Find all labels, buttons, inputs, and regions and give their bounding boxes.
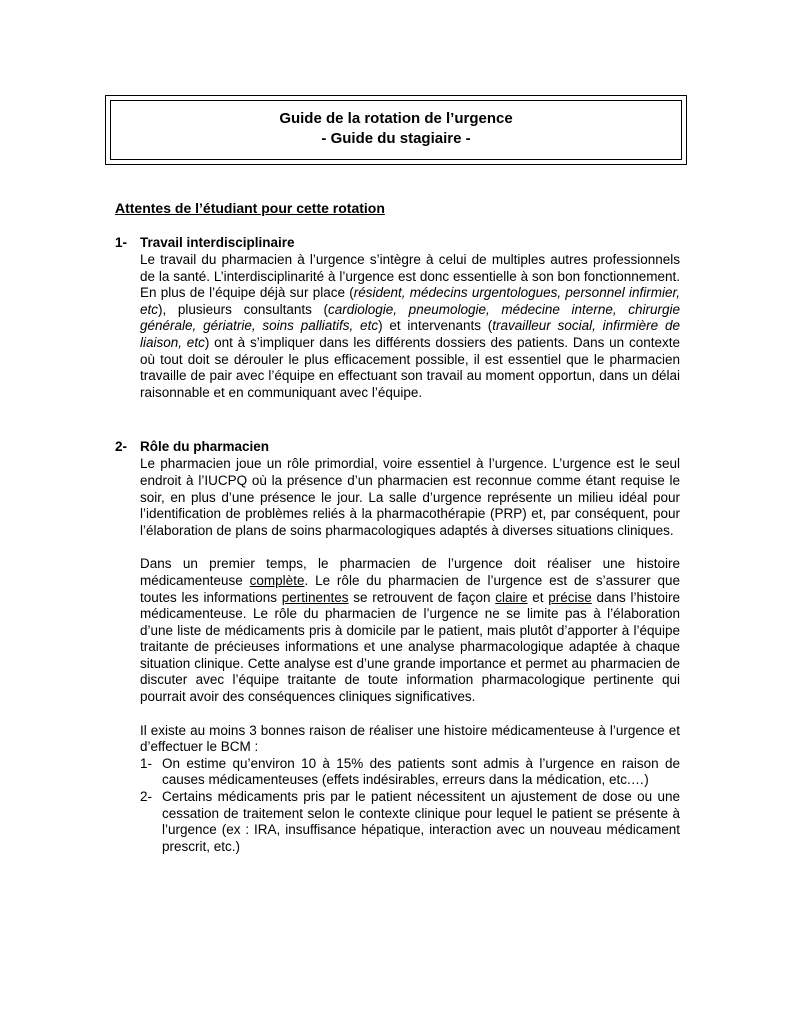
section-2-paragraph-1: Le pharmacien joue un rôle primordial, voire essentiel à l’urgence. L’urgence est le seul endroit à l’IUCPQ où la présence d’un pharmacien est reconnue comme étant requise le soir, en plus d’une présence le jour. La salle d’urgence représente un milieu idéal pour l’identification de problèmes reliés à la pharmacothérapie (PRP) et, par conséquent, pour l’élaboration de plans de soins pharmacologiques adaptés à diverses situations cliniques. — [140, 456, 680, 538]
list-item-2-number: 2- — [140, 789, 153, 805]
document-title: Guide de la rotation de l’urgence — [279, 110, 513, 127]
section-1-title-row — [115, 234, 680, 251]
list-item — [140, 789, 680, 855]
section-1-title: Travail interdisciplinaire — [140, 235, 295, 250]
reasons-list — [115, 756, 680, 856]
section-2-title: Rôle du pharmacien — [140, 439, 270, 455]
section-2-number: 2- — [115, 439, 128, 455]
section-2-title-row — [115, 438, 680, 455]
title-box-inner — [110, 100, 682, 160]
list-item-1-number: 1- — [140, 755, 153, 771]
section-2-paragraph-3: Il existe au moins 3 bonnes raison de réaliser une histoire médicamenteuse à l’urgence et d’effectuer le BCM : — [140, 722, 680, 755]
list-item — [140, 756, 680, 789]
section-2-paragraph-2: Dans un premier temps, le pharmacien de l’urgence doit réaliser une histoire médicamenteuse complète. Le rôle du pharmacien de l’urgence est de s’assurer que toutes les informations pertinentes se retrouvent de façon claire et précise dans l’histoire médicamenteuse. Le rôle du pharmacien de l’urgence ne se limite pas à l’élaboration d’une liste de médicaments pris à domicile par le patient, mais plutôt d’apporter à l’équipe traitante de précieuses informations et une analyse pharmacologique adaptée à chaque situation clinique. Cette analyse est d’une grande importance et permet au pharmacien de discuter avec l’équipe traitante de toute information pharmacologique pertinente qui pourrait avoir des conséquences cliniques significatives. — [140, 556, 681, 705]
section-2 — [115, 438, 680, 855]
section-1-paragraph: Le travail du pharmacien à l’urgence s’intègre à celui de multiples autres professionnels de la santé. L’interdisciplinarité à l’urgence est donc essentielle à son bon fonctionnement. En plus de l’équipe déjà sur place (résident, médecins urgentologues, personnel infirmier, etc), plusieurs consultants (cardiologie, pneumologie, médecine interne, chirurgie générale, gériatrie, soins palliatifs, etc) et intervenants (travailleur social, infirmière de liaison, etc) ont à s’impliquer dans les différents dossiers des patients. Dans un contexte où tout doit se dérouler le plus efficacement possible, il est essentiel que le pharmacien travaille de pair avec l’équipe en effectuant son travail au moment opportun, dans un délai raisonnable et en communiquant avec l’équipe. — [140, 252, 680, 400]
document-content — [115, 199, 680, 855]
list-item-1-text: On estime qu’environ 10 à 15% des patients sont admis à l’urgence en raison de causes médicamenteuses (effets indésirables, erreurs dans la médication, etc.…) — [162, 755, 680, 788]
document-subtitle: - Guide du stagiaire - — [321, 130, 471, 147]
attentes-heading: Attentes de l’étudiant pour cette rotation — [115, 200, 385, 216]
section-1-number: 1- — [115, 235, 128, 250]
list-item-2-text: Certains médicaments pris par le patient nécessitent un ajustement de dose ou une cessation de traitement selon le contexte clinique pour lequel le patient se présente à l’urgence (ex : IRA, insuffisance hépatique, interaction avec un nouveau médicament prescrit, etc.) — [162, 789, 680, 854]
title-box — [105, 95, 687, 165]
section-1 — [115, 234, 680, 401]
